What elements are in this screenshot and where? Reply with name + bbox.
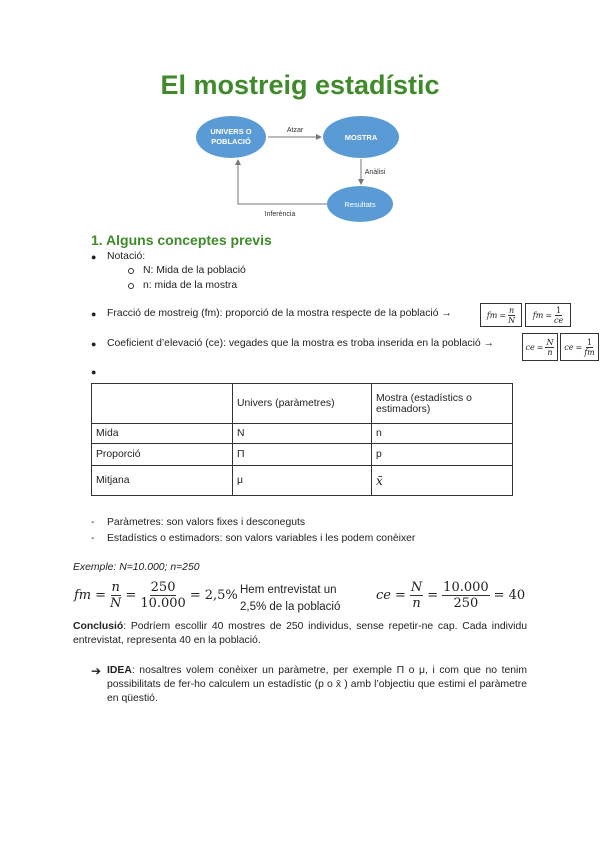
example-label: Exemple: N=10.000; n=250 (73, 562, 200, 573)
bullet-icon: ● (91, 252, 97, 262)
inferencia-label: Inferència (264, 211, 296, 218)
fm-example-formula: fm = $\frac{n}{N}$ = $\frac{250}{10.000}$ = 2,5% (74, 580, 238, 611)
atzar-label: Atzar (286, 127, 304, 134)
dash-item-parametres: Paràmetres: son valors fixes i desconeguts (107, 517, 306, 528)
table-cell: μ (233, 466, 372, 496)
table-cell: Π (233, 444, 372, 466)
table-row (92, 444, 513, 466)
notacio-label: Notació: (107, 251, 146, 262)
notacio-item-n: n: mida de la mostra (143, 280, 238, 291)
arrow-bullet-icon: ➔ (91, 664, 102, 678)
bullet-icon: ● (91, 367, 97, 377)
fm-formula-box: fm = $\frac{n}{N}$ (480, 303, 522, 327)
univers-label-2: POBLACIÓ (211, 137, 251, 146)
ce-example-formula: ce = $\frac{N}{n}$ = $\frac{10.000}{250}$ = 40 (376, 580, 526, 611)
notacio-item-N: N: Mida de la població (143, 265, 246, 276)
dash-icon: - (91, 533, 95, 544)
table-cell: Mida (92, 424, 233, 444)
mostra-label: MOSTRA (344, 133, 378, 142)
table-cell: n (372, 424, 513, 444)
table-cell: Univers (paràmetres) (233, 384, 372, 424)
table-row (92, 424, 513, 444)
analisi-label: Anàlisi (364, 169, 386, 176)
ce-inverse-formula-box: ce = $\frac{1}{fm}$ (560, 333, 599, 361)
table-cell: Mostra (estadístics o estimadors) (372, 384, 513, 424)
circle-bullet-icon (128, 283, 134, 289)
dash-icon: - (91, 517, 95, 528)
table-cell: N (233, 424, 372, 444)
parameters-table (91, 383, 513, 496)
example-note: Hem entrevistat un 2,5% de la població (240, 584, 341, 613)
coeficient-text: Coeficient d’elevació (ce): vegades que la mostra es troba inserida en la població → (107, 338, 494, 349)
dash-item-estadistics: Estadístics o estimadors: son valors variables i les podem conèixer (107, 533, 416, 544)
page-title: El mostreig estadístic (160, 70, 440, 100)
fm-inverse-formula-box: fm = $\frac{1}{ce}$ (525, 303, 571, 327)
sampling-diagram (195, 112, 415, 224)
inferencia-arrow (238, 160, 327, 204)
circle-bullet-icon (128, 268, 134, 274)
fraccio-text: Fracció de mostreig (fm): proporció de la mostra respecte de la població → (107, 308, 452, 319)
resultats-label: Resultats (344, 200, 376, 209)
idea-paragraph: IDEA: nosaltres volem conèixer un paràmetre, per exemple Π o μ, i com que no tenim possibilitats de fer-ho calculem un estadístic (p o x̄ ) amb l’objectiu que estimi el paràmetre en qüestió. (107, 665, 527, 704)
table-cell: Mitjana (92, 466, 233, 496)
table-row (92, 466, 513, 496)
table-cell: p (372, 444, 513, 466)
table-cell: Proporció (92, 444, 233, 466)
conclusio-paragraph: Conclusió: Podríem escollir 40 mostres de 250 individus, sense repetir-ne cap. Cada individu entrevistat, representa 40 en la població. (73, 621, 527, 646)
bullet-icon: ● (91, 339, 97, 349)
ce-formula-box: ce = $\frac{N}{n}$ (522, 333, 558, 361)
univers-label-1: UNIVERS O (210, 127, 252, 136)
table-cell (92, 384, 233, 424)
bullet-icon: ● (91, 309, 97, 319)
table-header-row (92, 384, 513, 424)
table-cell: x̄ (372, 466, 513, 496)
section-heading: 1. Alguns conceptes previs (91, 232, 272, 248)
